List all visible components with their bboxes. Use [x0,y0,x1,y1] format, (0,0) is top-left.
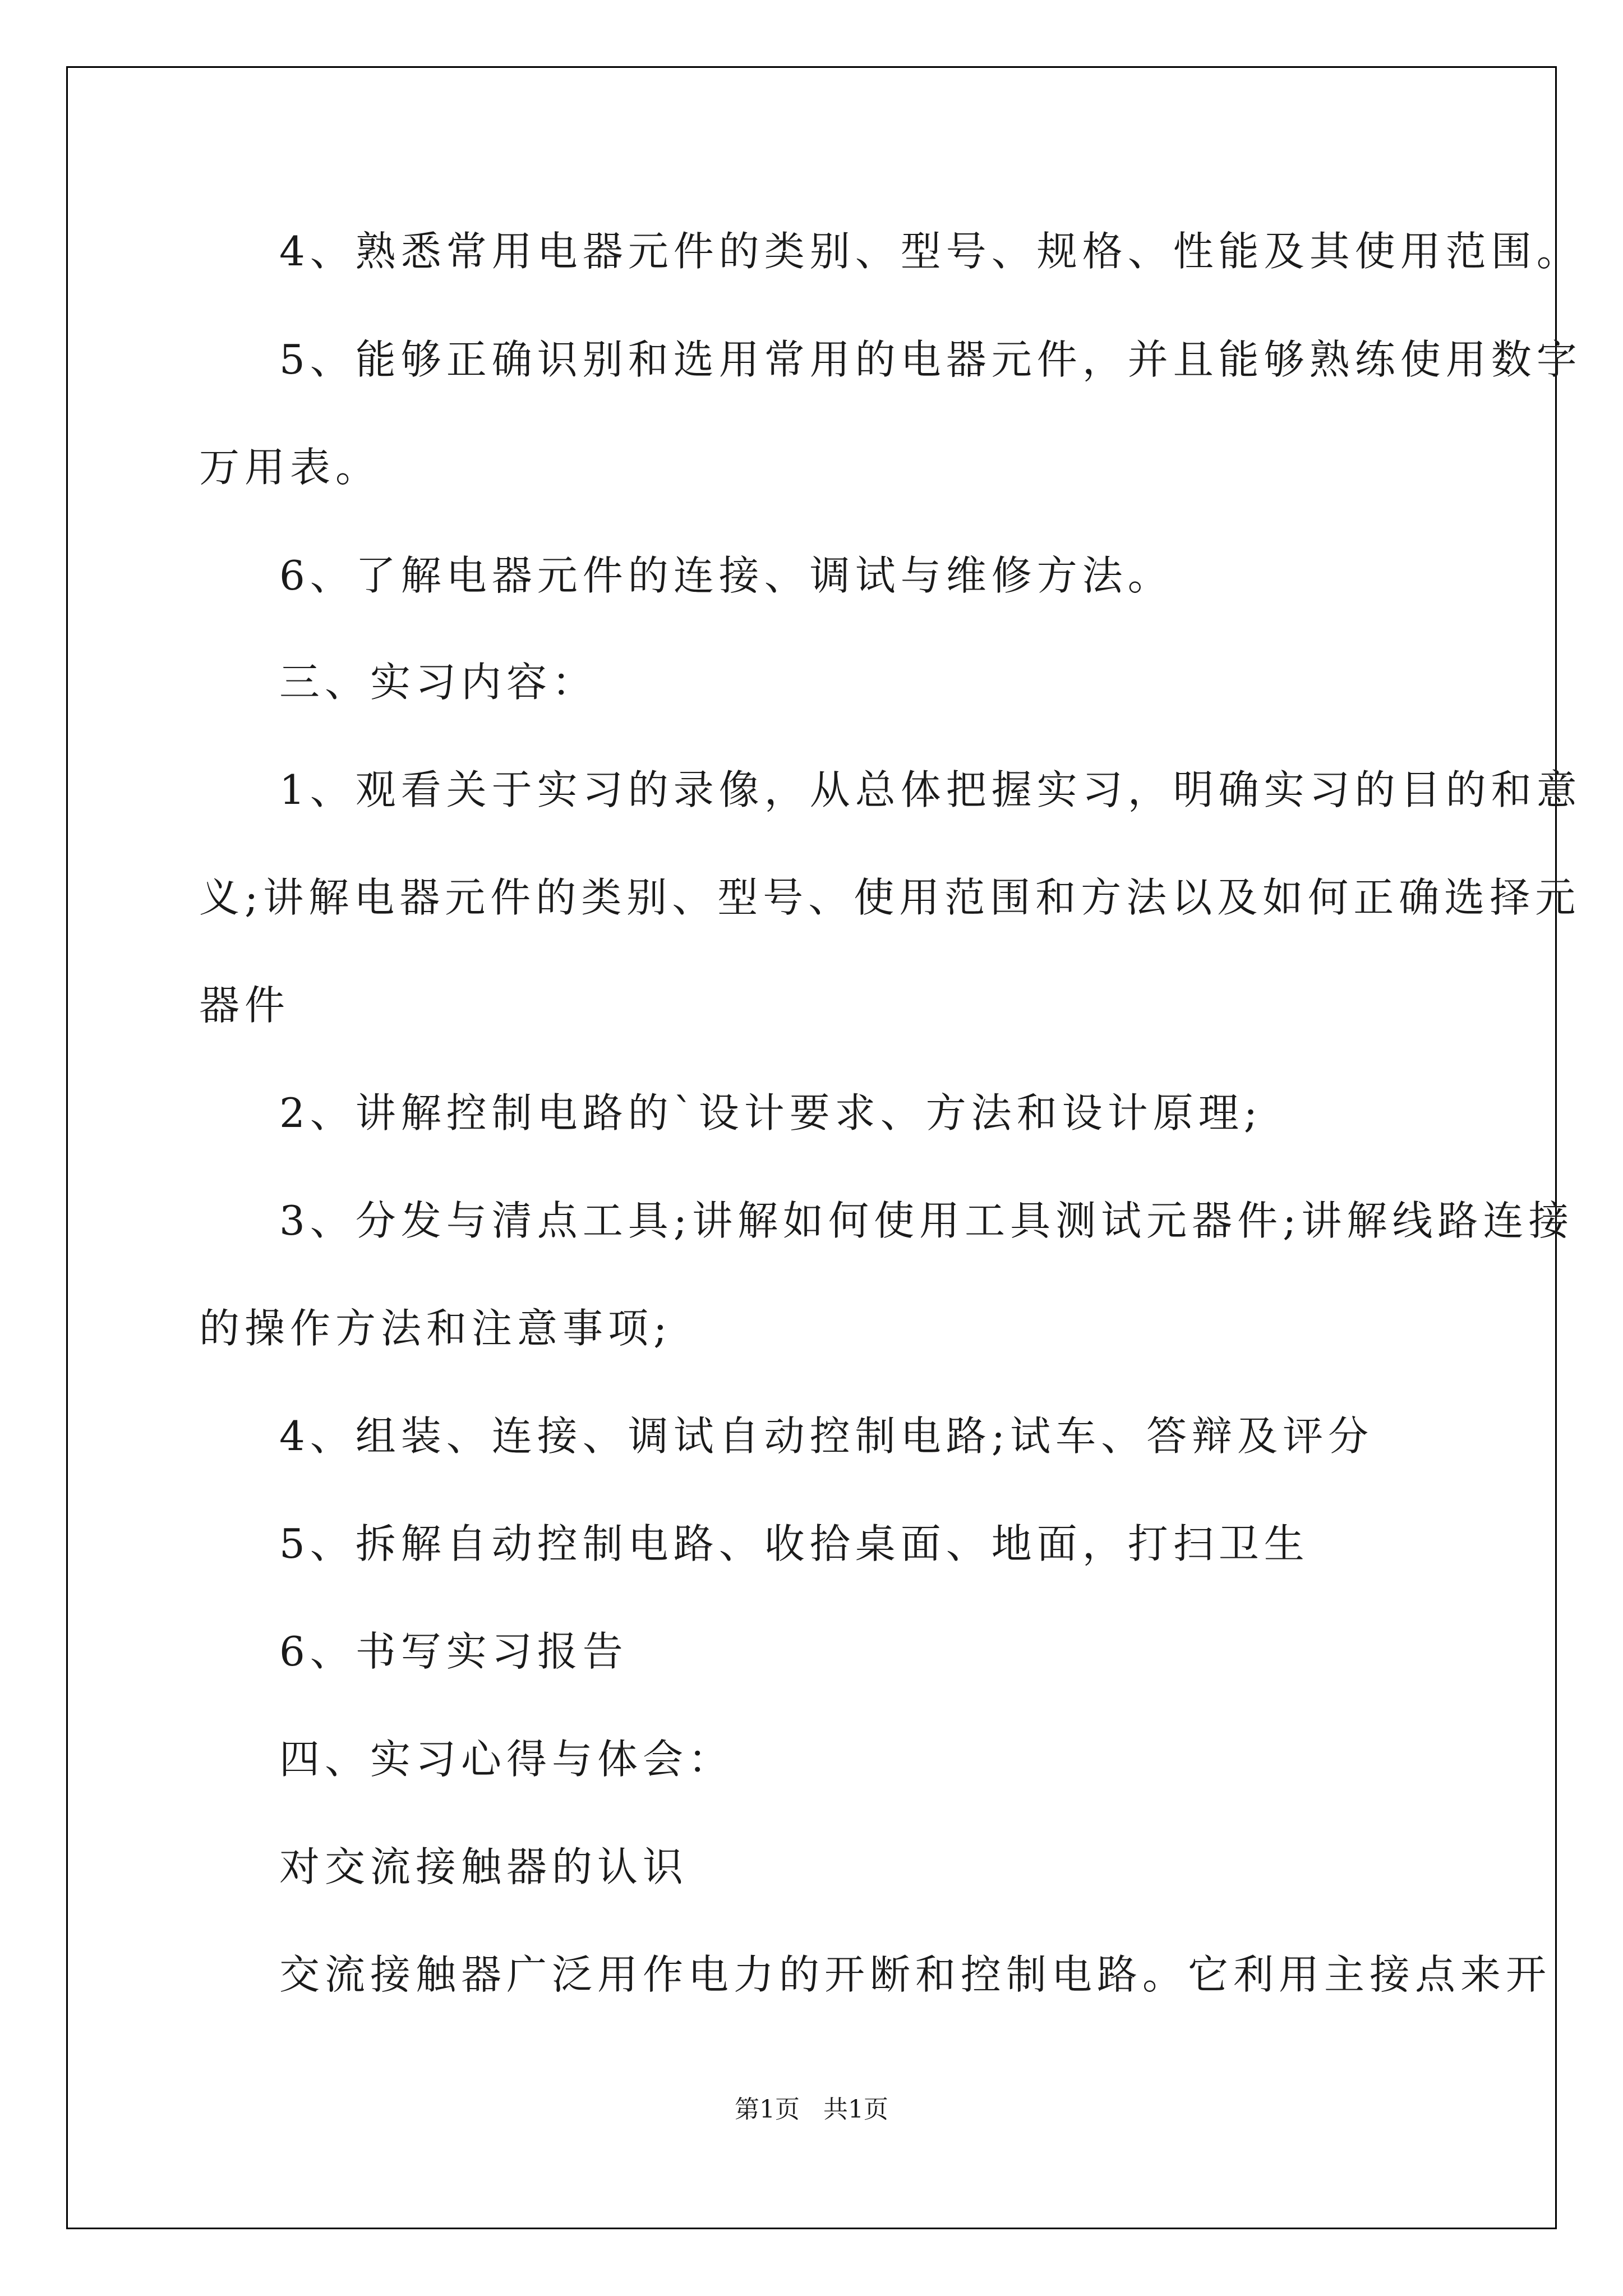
text-line: 对交流接触器的认识 [279,1843,689,1890]
section-heading: 四、实习心得与体会： [279,1736,734,1783]
text-line: 交流接触器广泛用作电力的开断和控制电路。它利用主接点来开 [279,1951,1552,1998]
text-line: 5、拆解自动控制电路、收拾桌面、地面，打扫卫生 [279,1520,1310,1567]
text-line: 3、分发与清点工具;讲解如何使用工具测试元器件;讲解线路连接 [279,1197,1574,1244]
page-footer: 第1页 共1页 [735,2095,888,2124]
text-line: 义;讲解电器元件的类别、型号、使用范围和方法以及如何正确选择元 [199,874,1581,921]
text-line: 2、讲解控制电路的`设计要求、方法和设计原理; [279,1089,1263,1137]
text-line: 5、能够正确识别和选用常用的电器元件，并且能够熟练使用数字 [279,336,1582,383]
text-line: 4、组装、连接、调试自动控制电路;试车、答辩及评分 [279,1412,1374,1460]
page-border [66,66,1557,2229]
text-line: 4、熟悉常用电器元件的类别、型号、规格、性能及其使用范围。 [279,228,1582,275]
text-line: 器件 [199,982,291,1029]
text-line: 1、观看关于实习的录像，从总体把握实习，明确实习的目的和意 [279,766,1582,813]
text-line: 的操作方法和注意事项; [199,1305,672,1352]
section-heading: 三、实习内容： [279,659,598,706]
text-line: 6、书写实习报告 [279,1628,628,1675]
text-line: 万用表。 [199,444,381,491]
text-line: 6、了解电器元件的连接、调试与维修方法。 [279,552,1173,599]
